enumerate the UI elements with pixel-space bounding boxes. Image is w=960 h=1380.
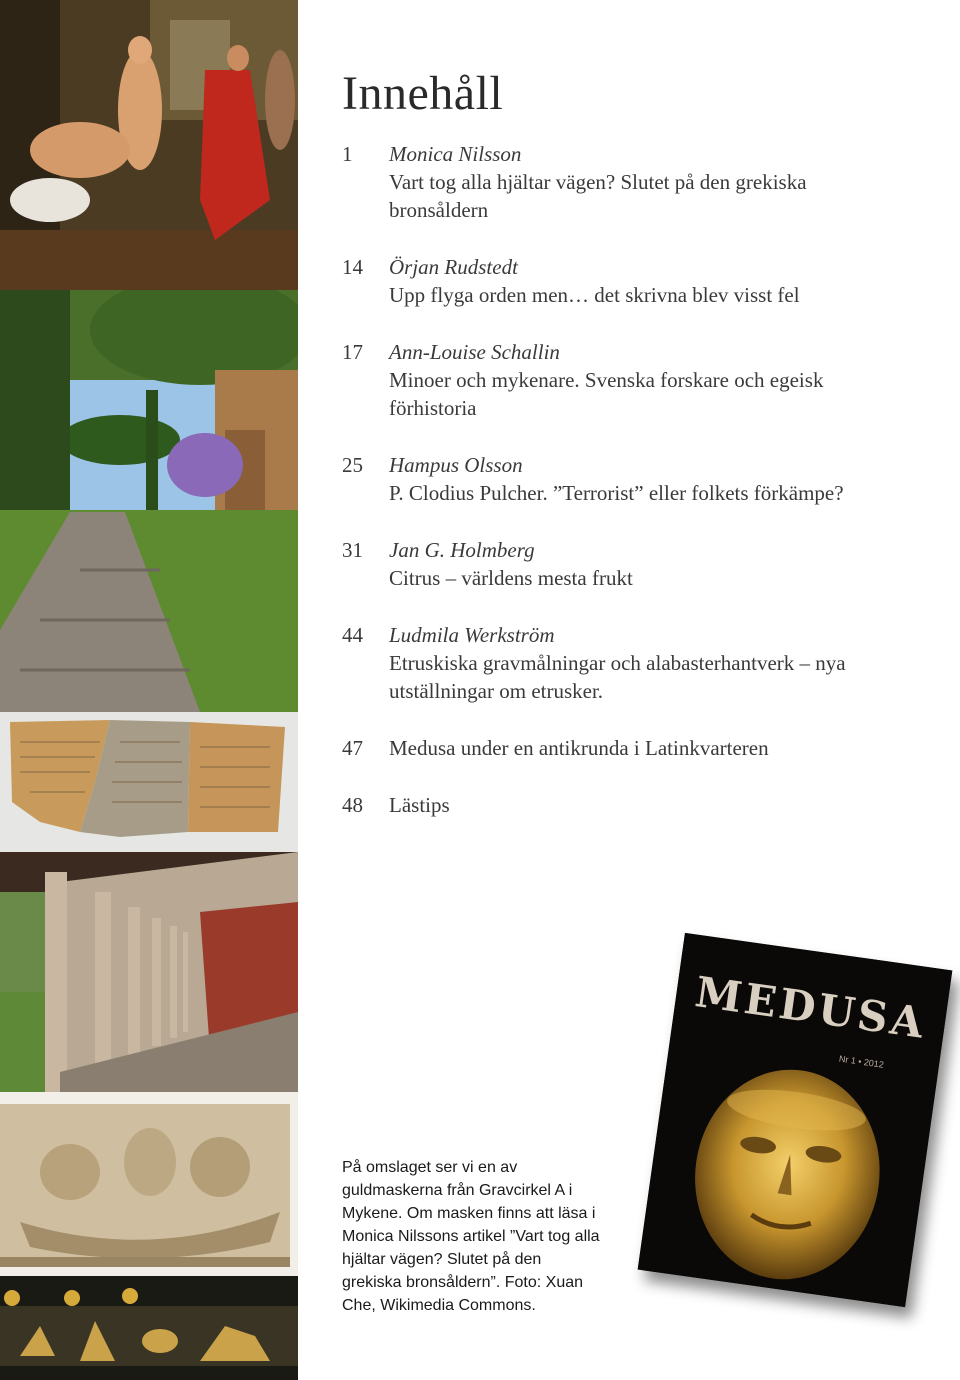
toc-page-number: 17 xyxy=(342,340,363,364)
cover-caption: På omslaget ser vi en av guldmaskerna från Gravcirkel A i Mykene. Om masken finns att läsa i Monica Nilssons artikel ”Vart tog alla hjältar vägen? Slutet på den grekiska bronsåldern”. Foto: Xuan Che, Wikimedia Commons. xyxy=(342,1159,600,1314)
photo-strip xyxy=(0,0,298,1380)
toc-author: Monica Nilsson xyxy=(389,142,522,166)
toc-author: Jan G. Holmberg xyxy=(389,538,535,562)
clay-tablet-image xyxy=(0,712,298,852)
table-of-contents xyxy=(342,140,902,848)
toc-article-title: Lästips xyxy=(389,793,450,817)
toc-entry[interactable] xyxy=(342,734,902,762)
toc-page-number: 14 xyxy=(342,255,363,279)
toc-author: Ludmila Werkström xyxy=(389,623,555,647)
roman-road-image xyxy=(0,290,298,712)
colonnade-image xyxy=(0,852,298,1092)
toc-entry[interactable] xyxy=(342,536,902,592)
toc-entry[interactable] xyxy=(342,621,902,705)
toc-author: Hampus Olsson xyxy=(389,453,523,477)
toc-article-title: Upp flyga orden men… det skrivna blev visst fel xyxy=(389,283,800,307)
toc-article-title: Citrus – världens mesta frukt xyxy=(389,566,633,590)
toc-article-title: P. Clodius Pulcher. ”Terrorist” eller folkets förkämpe? xyxy=(389,481,844,505)
toc-article-title: Medusa under en antikrunda i Latinkvarteren xyxy=(389,736,769,760)
cover-title: MEDUSA xyxy=(692,967,930,1049)
painting-image xyxy=(0,0,298,290)
toc-author: Ann-Louise Schallin xyxy=(389,340,560,364)
cover-issue: Nr 1 • 2012 xyxy=(838,1053,885,1070)
toc-entry[interactable] xyxy=(342,253,902,309)
toc-page-number: 47 xyxy=(342,736,363,760)
toc-entry[interactable] xyxy=(342,140,902,224)
toc-article-title: Minoer och mykenare. Svenska forskare och egeisk förhistoria xyxy=(389,368,824,420)
toc-entry[interactable] xyxy=(342,338,902,422)
toc-article-title: Etruskiska gravmålningar och alabasterhantverk – nya utställningar om etrusker. xyxy=(389,651,846,703)
toc-page-number: 44 xyxy=(342,623,363,647)
toc-author: Örjan Rudstedt xyxy=(389,255,518,279)
toc-entry[interactable] xyxy=(342,791,902,819)
gold-frieze-image xyxy=(0,1276,298,1380)
toc-page-number: 25 xyxy=(342,453,363,477)
toc-entry[interactable] xyxy=(342,451,902,507)
toc-page-number: 31 xyxy=(342,538,363,562)
toc-article-title: Vart tog alla hjältar vägen? Slutet på den grekiska bronsåldern xyxy=(389,170,807,222)
page-title: Innehåll xyxy=(342,67,504,120)
stone-relief-image xyxy=(0,1092,298,1276)
toc-page-number: 1 xyxy=(342,142,353,166)
toc-page-number: 48 xyxy=(342,793,363,817)
magazine-cover xyxy=(638,933,953,1307)
